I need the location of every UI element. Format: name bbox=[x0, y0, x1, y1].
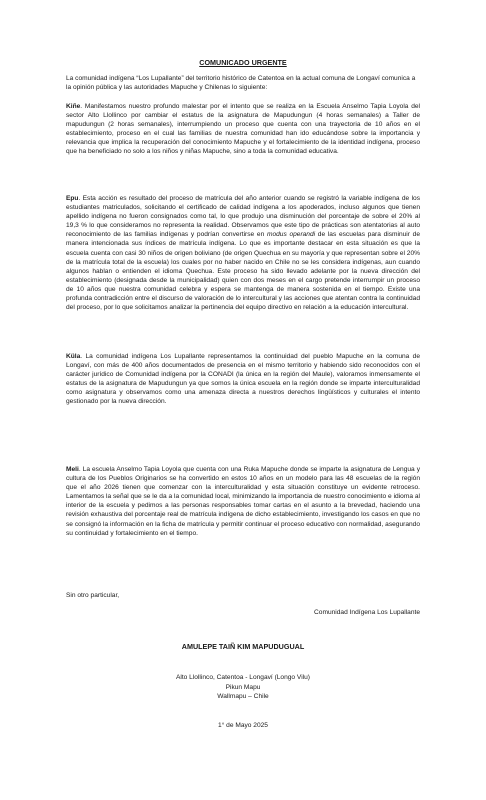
paragraph-text-kine: . Manifestamos nuestro profundo malestar por el intento que se realiza en la Escuela Anselmo Tapia Loyola del sector Alto Llollinco por cambiar el estatus de la asignatura de Mapudungun (4 horas semanales) a Taller de mapudungun (2 horas semanales), interrumpiendo un proceso que cuenta con una trayectoria de 10 años en el establecimiento, proceso en el cual las familias de nuestra comunidad han ido educándose sobre la importancia y relevancia que implica la recuperación del conocimiento Mapuche y el fortalecimiento de la identidad indígena, proceso que ha beneficiado no solo a los niños y niñas Mapuche, sino a toda la comunidad educativa. bbox=[66, 103, 420, 156]
address-line-2: Pikun Mapu bbox=[225, 683, 261, 691]
slogan-heading: AMULEPE TAIÑ KIM MAPUDUGUAL bbox=[181, 642, 305, 651]
closing-line: Sin otro particular, bbox=[66, 592, 120, 599]
paragraph-meli bbox=[66, 465, 420, 538]
document-title: COMUNICADO URGENTE bbox=[199, 58, 287, 67]
signature-line: Comunidad Indígena Los Lupallante bbox=[314, 609, 420, 616]
paragraph-text-epu-b: de las escuelas para disminuir de manera intencionada sus índices de matrícula indígena. Lo que es importante destacar en esta situación es que la escuela cuenta con casi 30 niños de origen boliviano (de origen Quechua en su mayoría y que representan sobre el 20% de la matrícula total de la escuela) los cuales por no haber nacido en Chile no se les considera indígenas, aun cuando algunos hablan o entienden el idioma Quechua. Este proceso ha sido llevado adelante por la nueva dirección del establecimiento (designada desde la municipalidad) quien con dos meses en el cargo pretende interrumpir un proceso de 10 años que nuestra comunidad celebra y espera se mantenga de manera sostenida en el tiempo. Existe una profunda contradicción entre el discurso de valoración de lo intercultural y las acciones que atentan contra la continuidad del proceso, por lo que solicitamos analizar la pertinencia del equipo directivo en relación a la educación intercultural. bbox=[66, 231, 420, 312]
paragraph-kula bbox=[66, 352, 420, 407]
paragraph-text-kula: . La comunidad indígena Los Lupallante representamos la continuidad del pueblo Mapuche en la comuna de Longaví, con más de 400 años documentados de presencia en el mismo territorio y habiendo sido reconocidos con el carácter jurídico de Comunidad indígena por la CONADI (la única en la región del Maule), valoramos inmensamente el estatus de la asignatura de Mapudungun ya que somos la única escuela en la región donde se imparte interculturalidad como asignatura y observamos como una amenaza directa a nuestros derechos lingüísticos y culturales el intento gestionado por la nueva dirección. bbox=[66, 353, 420, 406]
paragraph-text-meli: . La escuela Anselmo Tapia Loyola que cuenta con una Ruka Mapuche donde se imparte la asignatura de Lengua y cultura de los Pueblos Originarios se ha convertido en estos 10 años en un modelo para las 48 escuelas de la región que el año 2026 tienen que comenzar con la interculturalidad y esta situación constituye un evidente retroceso. Lamentamos la señal que se le da a la comunidad local, minimizando la importancia de nuestro conocimiento e idioma al interior de la escuela y pedimos a las personas responsables tomar cartas en el asunto a la brevedad, haciendo una revisión exhaustiva del porcentaje real de matrícula indígena de dicho establecimiento, investigando los casos en que no se consignó la información en la ficha de matrícula y permitir continuar el proceso educativo con normalidad, asegurando su continuidad y fortalecimiento en el tiempo. bbox=[66, 466, 420, 537]
intro-paragraph: La comunidad indígena “Los Lupallante” del territorio histórico de Catentoa en la actual comuna de Longaví comunica a la opinión pública y las autoridades Mapuche y Chilenas lo siguiente: bbox=[66, 75, 416, 92]
paragraph-epu bbox=[66, 194, 420, 312]
document-date: 1° de Mayo 2025 bbox=[218, 722, 268, 729]
address-line-1: Alto Llollinco, Catentoa - Longaví (Longo Vilu) bbox=[175, 674, 311, 681]
paragraph-label-meli: Meli bbox=[66, 466, 79, 473]
paragraph-kine bbox=[66, 102, 420, 157]
paragraph-label-kine: Kiñe bbox=[66, 103, 81, 110]
paragraph-text-epu-italic: modus operandi bbox=[266, 231, 316, 239]
paragraph-label-epu: Epu bbox=[66, 195, 79, 202]
address-line-3: Wallmapu – Chile bbox=[217, 693, 269, 700]
paragraph-text-epu-a: . Esta acción es resultado del proceso de matrícula del año anterior cuando se registró la variable indígena de los estudiantes matriculados, solicitando el certificado de calidad indígena a los apoderados, incluso algunos que tienen apellido indígena no fueron consignados como tal, lo que produjo una disminución del porcentaje de sobre el 20% al 19,3 % lo que consideramos no representa la realidad. Observamos que este tipo de prácticas son atentatorias al auto reconocimiento de las familias indígenas y podrían convertirse en bbox=[66, 195, 420, 239]
paragraph-label-kula: Küla bbox=[66, 353, 81, 360]
address-block bbox=[0, 673, 486, 702]
